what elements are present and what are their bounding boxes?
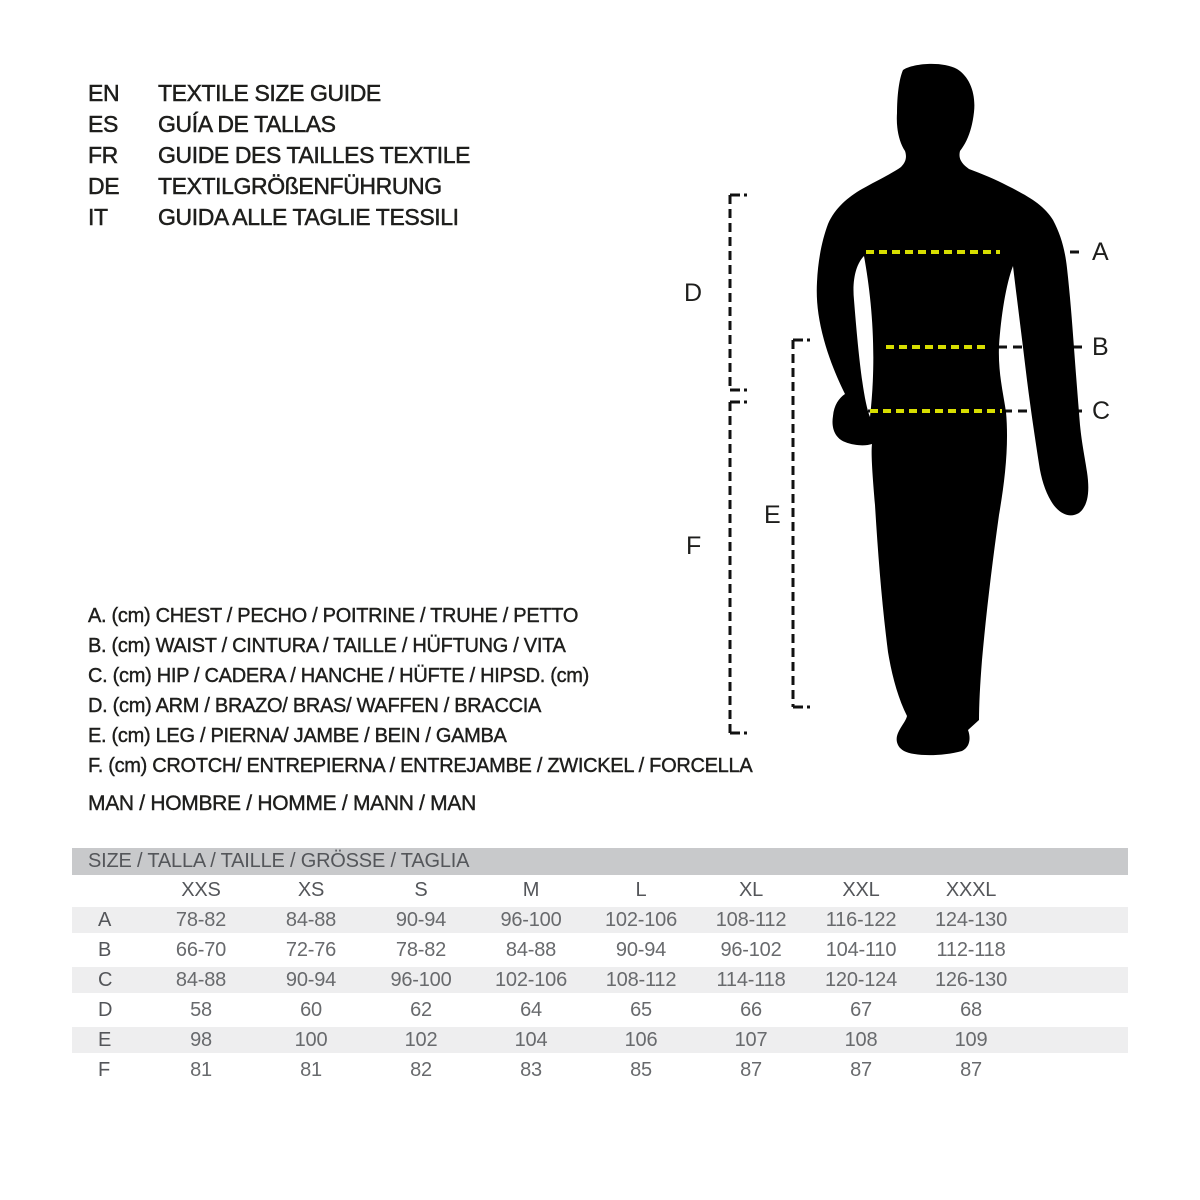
size-col-s: S: [414, 878, 428, 901]
cell: 84-88: [175, 968, 227, 991]
size-col-xl: XL: [738, 878, 764, 901]
size-col-xxl: XXL: [842, 878, 880, 901]
cell: 104-110: [825, 938, 897, 961]
label-chest: A: [1092, 238, 1109, 266]
cell: 102-106: [605, 908, 677, 931]
cell: 120-124: [825, 968, 897, 991]
cell: 90-94: [285, 968, 337, 991]
cell: 81: [300, 1058, 322, 1081]
cell: 85: [630, 1058, 652, 1081]
language-code: IT: [88, 204, 108, 230]
cell: 65: [630, 998, 652, 1021]
size-col-m: M: [522, 878, 540, 901]
row-label: B: [98, 938, 112, 961]
legend-leg: E. (cm) LEG / PIERNA/ JAMBE / BEIN / GAMBA: [88, 725, 507, 747]
cell: 112-118: [936, 938, 1006, 961]
cell: 84-88: [505, 938, 557, 961]
cell: 98: [190, 1028, 212, 1051]
table-row-leg: [72, 1025, 1128, 1055]
cell: 87: [740, 1058, 762, 1081]
cell: 124-130: [935, 908, 1007, 931]
language-row-it: [88, 202, 470, 233]
legend-arm: D. (cm) ARM / BRAZO/ BRAS/ WAFFEN / BRACCIA: [88, 695, 542, 717]
cell: 104: [514, 1028, 548, 1051]
row-label: E: [98, 1028, 112, 1051]
cell: 90-94: [395, 908, 447, 931]
cell: 96-100: [390, 968, 452, 991]
size-col-xxxl: XXXL: [945, 878, 997, 901]
guide-title: GUÍA DE TALLAS: [158, 111, 336, 137]
size-col-xxs: XXS: [181, 878, 221, 901]
cell: 84-88: [285, 908, 337, 931]
table-row-waist: [72, 935, 1128, 965]
cell: 108: [844, 1028, 878, 1051]
cell: 100: [294, 1028, 328, 1051]
label-arm: D: [684, 279, 703, 307]
cell: 67: [850, 998, 872, 1021]
label-leg: E: [764, 501, 781, 529]
cell: 68: [960, 998, 982, 1021]
cell: 62: [410, 998, 432, 1021]
language-code: ES: [88, 111, 118, 137]
cell: 64: [520, 998, 542, 1021]
cell: 78-82: [395, 938, 447, 961]
cell: 87: [960, 1058, 982, 1081]
cell: 116-122: [825, 908, 897, 931]
cell: 83: [520, 1058, 542, 1081]
cell: 66: [740, 998, 762, 1021]
cell: 72-76: [285, 938, 337, 961]
language-row-en: [88, 78, 470, 109]
language-title-list: [88, 78, 470, 233]
legend-hip: C. (cm) HIP / CADERA / HANCHE / HÜFTE / HIPSD. (cm): [88, 665, 590, 687]
table-row-hip: [72, 965, 1128, 995]
size-col-l: L: [635, 878, 647, 901]
label-hip: C: [1092, 397, 1111, 425]
language-row-de: [88, 171, 470, 202]
cell: 107: [734, 1028, 768, 1051]
cell: 81: [190, 1058, 212, 1081]
cell: 96-102: [720, 938, 782, 961]
language-row-fr: [88, 140, 470, 171]
cell: 90-94: [615, 938, 667, 961]
legend-waist: B. (cm) WAIST / CINTURA / TAILLE / HÜFTUNG / VITA: [88, 635, 566, 657]
guide-title: GUIDE DES TAILLES TEXTILE: [158, 142, 471, 168]
gender-line: MAN / HOMBRE / HOMME / MANN / MAN: [88, 792, 476, 815]
measurement-legend: [88, 601, 752, 781]
row-label: D: [98, 998, 113, 1021]
size-columns-row: [72, 875, 1128, 905]
cell: 102: [404, 1028, 438, 1051]
cell: 82: [410, 1058, 432, 1081]
language-row-es: [88, 109, 470, 140]
guide-title: GUIDA ALLE TAGLIE TESSILI: [158, 204, 459, 230]
size-table-header: SIZE / TALLA / TAILLE / GRÖSSE / TAGLIA: [72, 848, 1128, 875]
legend-crotch: F. (cm) CROTCH/ ENTREPIERNA / ENTREJAMBE / ZWICKEL / FORCELLA: [88, 755, 753, 777]
cell: 102-106: [495, 968, 567, 991]
cell: 87: [850, 1058, 872, 1081]
row-label: C: [98, 968, 113, 991]
cell: 96-100: [500, 908, 562, 931]
language-code: DE: [88, 173, 120, 199]
cell: 78-82: [175, 908, 227, 931]
legend-chest: A. (cm) CHEST / PECHO / POITRINE / TRUHE / PETTO: [88, 605, 579, 627]
cell: 66-70: [175, 938, 227, 961]
cell: 108-112: [605, 968, 677, 991]
guide-title: TEXTILGRÖßENFÜHRUNG: [158, 173, 442, 199]
cell: 108-112: [715, 908, 787, 931]
guide-title: TEXTILE SIZE GUIDE: [158, 80, 381, 106]
table-row-chest: [72, 905, 1128, 935]
size-table: [72, 848, 1128, 1085]
cell: 109: [954, 1028, 988, 1051]
cell: 60: [300, 998, 322, 1021]
cell: 58: [190, 998, 212, 1021]
size-col-xs: XS: [297, 878, 325, 901]
table-row-arm: [72, 995, 1128, 1025]
row-label: F: [98, 1058, 111, 1081]
language-code: EN: [88, 80, 120, 106]
table-row-crotch: [72, 1055, 1128, 1085]
cell: 114-118: [716, 968, 786, 991]
cell: 126-130: [935, 968, 1007, 991]
cell: 106: [624, 1028, 658, 1051]
row-label: A: [98, 908, 112, 931]
label-crotch: F: [686, 532, 702, 560]
label-waist: B: [1092, 333, 1109, 361]
language-code: FR: [88, 142, 118, 168]
